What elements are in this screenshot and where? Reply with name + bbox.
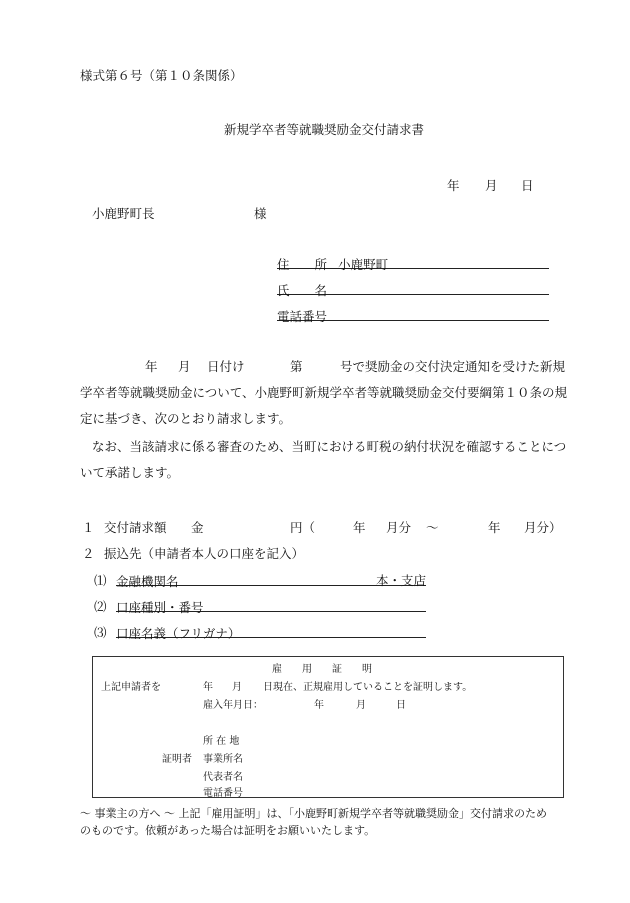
address-value: 小鹿野町 [338, 257, 389, 272]
footer-line2: のものです。依頼があった場合は証明をお願いいたします。 [80, 824, 376, 837]
cert-phone-label: 電話番号 [203, 788, 243, 799]
cert-title: 雇 用 証 明 [272, 664, 372, 675]
account-type-label: 口座種別・番号 [116, 600, 204, 615]
body-year: 年 [145, 359, 158, 374]
employment-certificate-box [92, 656, 564, 798]
body-number-prefix: 第 [290, 359, 303, 374]
item1-label: 交付請求額 [104, 520, 167, 535]
account-holder-label: 口座名義（フリガナ） [116, 626, 241, 641]
body-day: 日付け [207, 359, 245, 374]
item1-year-end: 年 [488, 520, 501, 535]
item2-number: ２ [82, 546, 95, 561]
footer-line1: ～ 事業主の方へ ～ 上記「雇用証明」は、「小鹿野町新規学卒者等就職奨励金」交付請求のため [80, 807, 547, 820]
name-field[interactable] [277, 280, 549, 298]
body-line1-rest: 号で奨励金の交付決定通知を受けた新規 [340, 359, 566, 374]
cert-year: 年 [203, 682, 213, 693]
bank-number: ⑴ [94, 573, 107, 588]
item2-label: 振込先（申請者本人の口座を記入） [104, 546, 305, 561]
item1-year-start: 年 [353, 520, 366, 535]
cert-month: 月 [232, 682, 242, 693]
certifier-label: 証明者 [162, 754, 192, 765]
cert-office-label: 事業所名 [203, 754, 243, 765]
branch-label: 本・支店 [376, 573, 427, 588]
cert-statement: 日現在、正規雇用していることを証明します。 [263, 682, 473, 693]
date-month-label: 月 [485, 178, 498, 193]
page-title: 新規学卒者等就職奨励金交付請求書 [224, 122, 425, 137]
account-holder-field[interactable] [116, 623, 426, 641]
cert-applicant-label: 上記申請者を [101, 682, 161, 693]
hire-year: 年 [314, 700, 324, 711]
phone-field[interactable] [277, 306, 549, 324]
item1-month-start: 月分 [386, 520, 412, 535]
hire-day: 日 [396, 700, 406, 711]
form-number: 様式第６号（第１０条関係） [80, 68, 243, 83]
item1-yen: 円（ [290, 520, 316, 535]
body-month: 月 [178, 359, 191, 374]
address-field[interactable] [277, 254, 549, 272]
body-line3: 定に基づき、次のとおり請求します。 [80, 411, 292, 426]
body-line4: なお、当該請求に係る審査のため、当町における町税の納付状況を確認することにつ [92, 439, 567, 454]
addressee-honorific: 様 [254, 206, 267, 221]
body-line5: いて承諾します。 [80, 465, 180, 480]
hire-date-label: 雇入年月日： [203, 700, 263, 711]
account-type-number: ⑵ [94, 599, 107, 614]
account-holder-number: ⑶ [94, 625, 107, 640]
date-day-label: 日 [521, 178, 534, 193]
date-year-label: 年 [447, 178, 460, 193]
name-label: 氏 名 [277, 283, 328, 298]
bank-name-field[interactable] [116, 571, 427, 589]
cert-rep-label: 代表者名 [203, 772, 243, 783]
cert-location-label: 所 在 地 [203, 736, 240, 747]
item1-kin: 金 [191, 520, 204, 535]
item1-number: １ [82, 520, 95, 535]
phone-label: 電話番号 [277, 309, 328, 324]
account-type-field[interactable] [116, 597, 426, 615]
item1-tilde: ～ [426, 520, 439, 535]
hire-month: 月 [356, 700, 366, 711]
body-line2: 学卒者等就職奨励金について、小鹿野町新規学卒者等就職奨励金交付要綱第１０条の規 [80, 385, 568, 400]
addressee-name: 小鹿野町長 [92, 206, 155, 221]
item1-month-end: 月分） [524, 520, 562, 535]
address-label: 住 所 [277, 257, 328, 272]
bank-name-label: 金融機関名 [116, 574, 179, 589]
